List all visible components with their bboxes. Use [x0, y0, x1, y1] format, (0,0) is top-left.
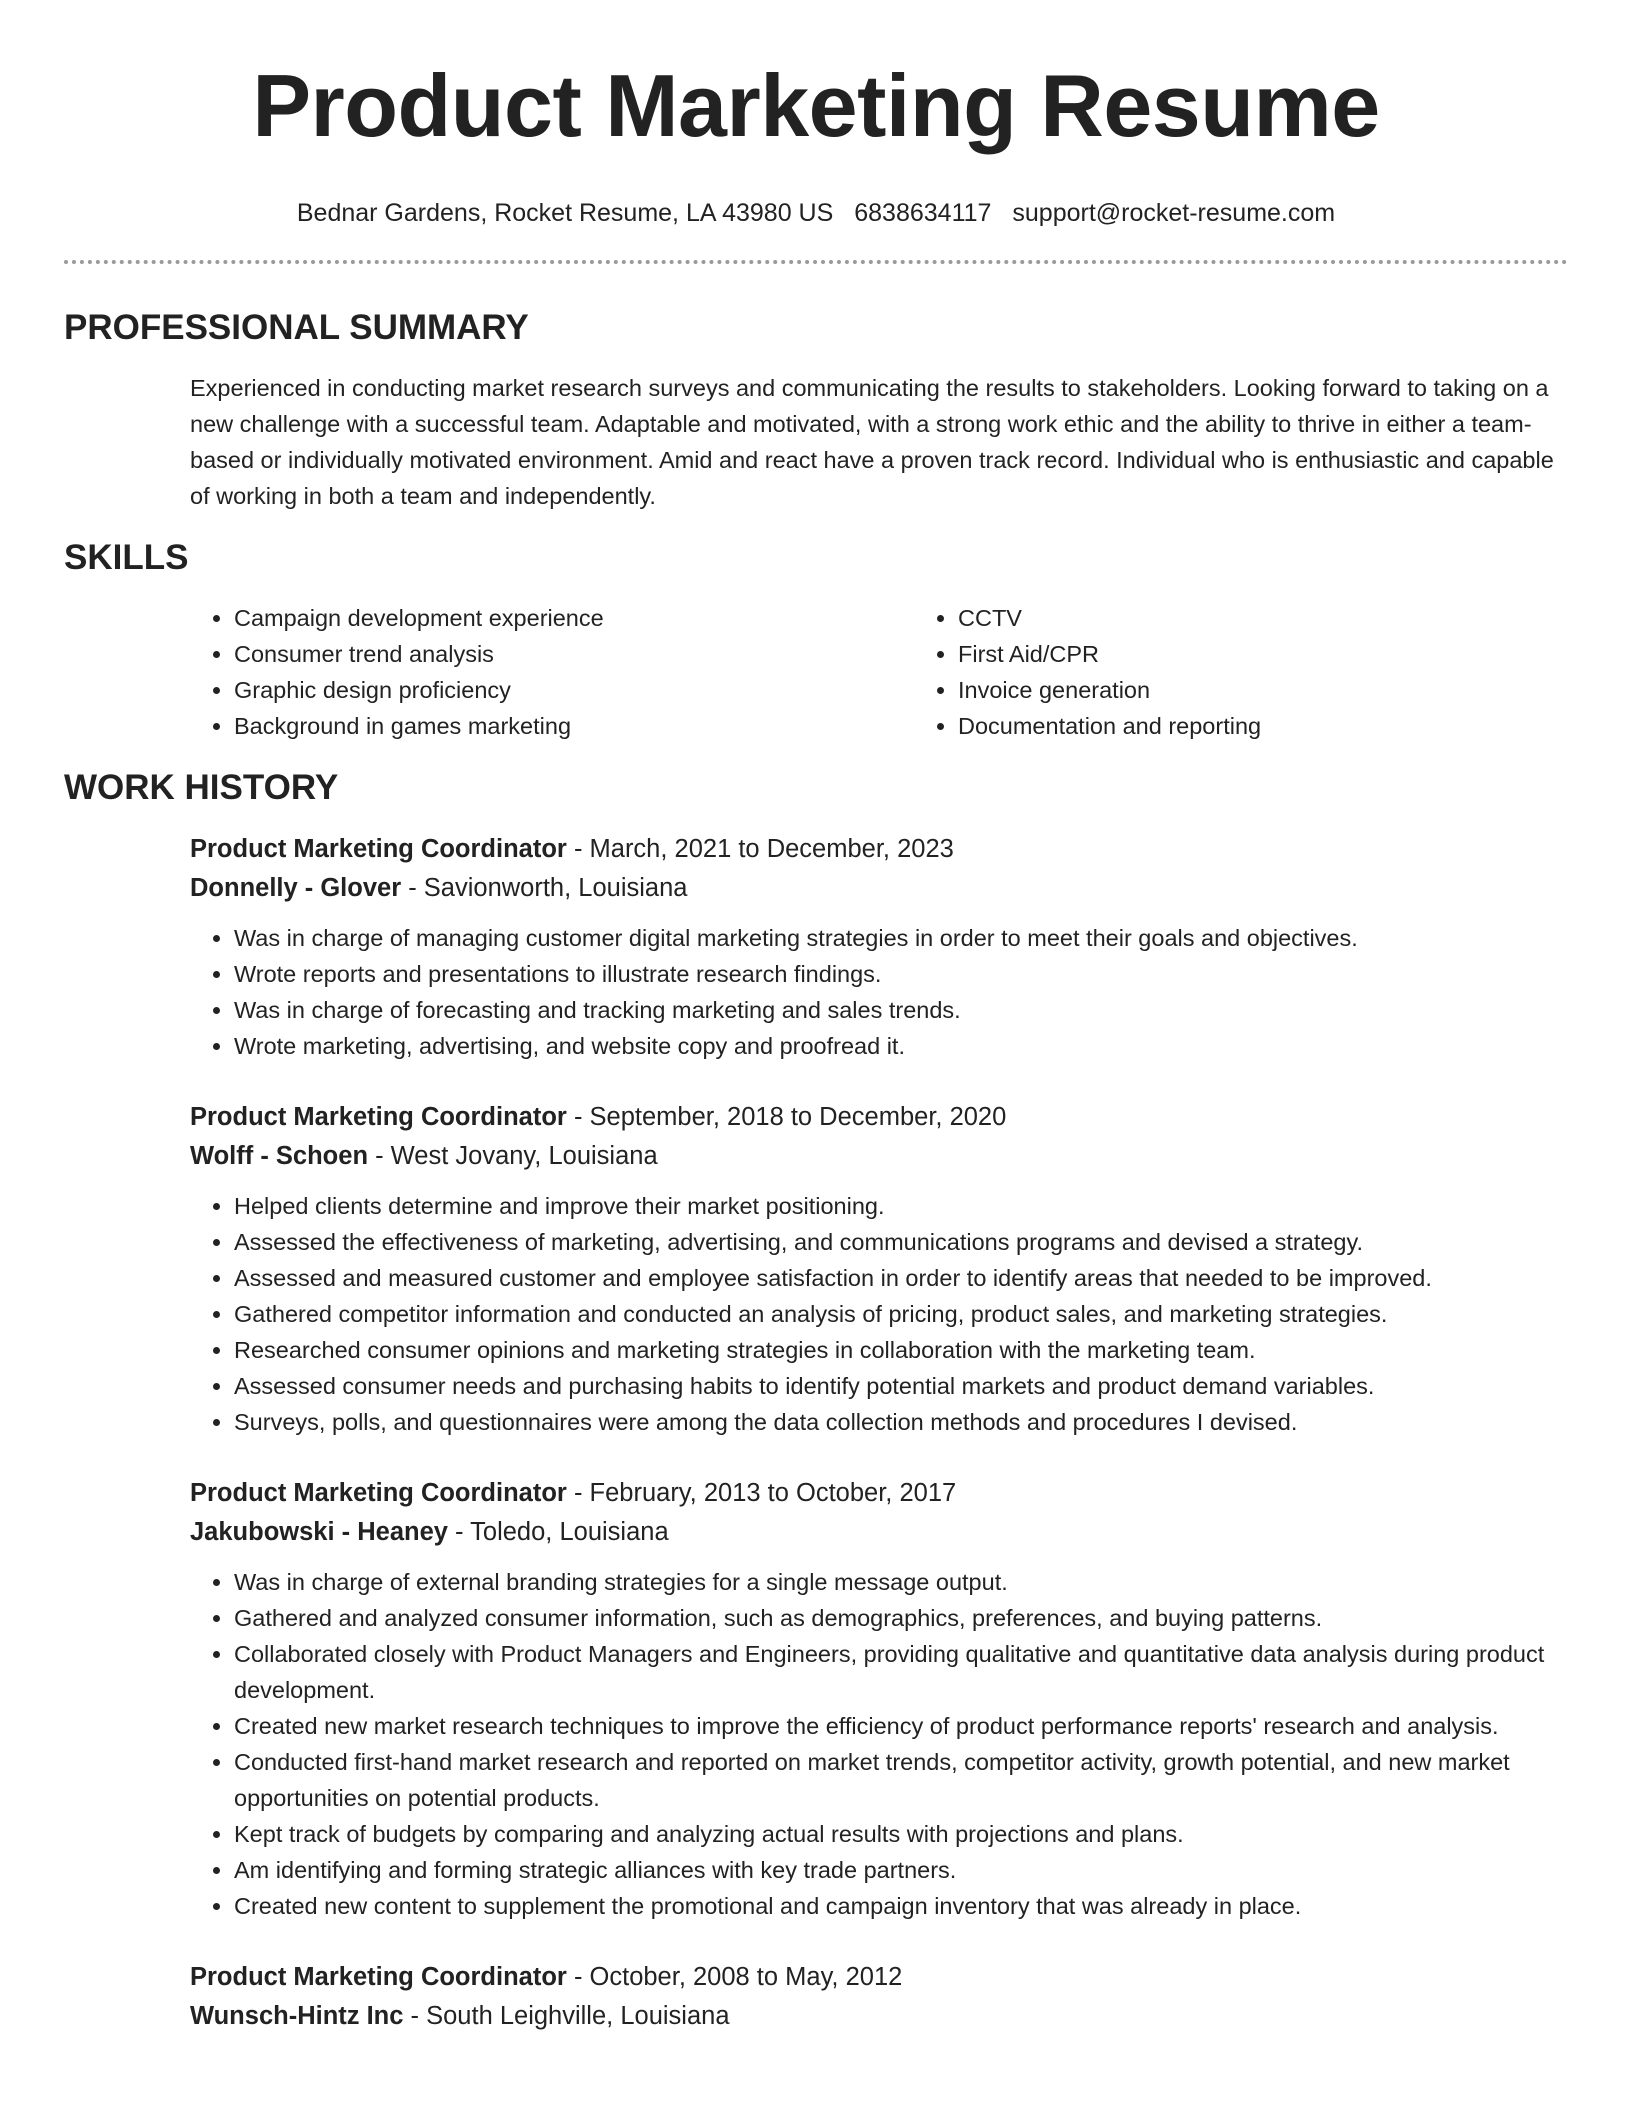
- skills-heading: SKILLS: [64, 538, 189, 577]
- job-title-line: [190, 1098, 1568, 1137]
- skill-item: • Documentation and reporting: [958, 708, 1261, 744]
- job-title-line: [190, 830, 1568, 869]
- job-bullets: [190, 920, 1568, 1064]
- job-company: Wolff - Schoen: [190, 1142, 369, 1170]
- job-bullet: • Wrote reports and presentations to illustrate research findings.: [234, 956, 1568, 992]
- job-bullet: • Was in charge of external branding strategies for a single message output.: [234, 1564, 1568, 1600]
- skills-list: [190, 600, 1568, 744]
- job-title: Product Marketing Coordinator: [190, 1963, 567, 1991]
- job-location: - Toledo, Louisiana: [447, 1518, 669, 1546]
- job-bullet: • Kept track of budgets by comparing and analyzing actual results with projections and plans.: [234, 1816, 1568, 1852]
- job-title-line: [190, 1474, 1568, 1513]
- job-company-line: [190, 1513, 1568, 1552]
- skills-column-right: [914, 600, 1261, 744]
- skill-item: • Graphic design proficiency: [234, 672, 914, 708]
- job-bullet: • Researched consumer opinions and marketing strategies in collaboration with the marketing team.: [234, 1332, 1568, 1368]
- job-entry: [190, 1958, 1568, 2036]
- header-divider: [64, 260, 1568, 264]
- job-bullet: • Wrote marketing, advertising, and website copy and proofread it.: [234, 1028, 1568, 1064]
- job-dates: - March, 2021 to December, 2023: [566, 835, 954, 863]
- job-company: Donnelly - Glover: [190, 874, 402, 902]
- job-entry: [190, 1474, 1568, 1924]
- job-entry: [190, 830, 1568, 1064]
- summary-text: Experienced in conducting market research surveys and communicating the results to stakeholders. Looking forward to taking on a new challenge with a successful team. Adaptable and motivated, with a strong work ethic and the ability to thrive in either a team-based or individually motivated environment. Amid and react have a proven track record. Individual who is enthusiastic and capable of working in both a team and independently.: [190, 375, 1554, 509]
- job-bullet: • Was in charge of forecasting and tracking marketing and sales trends.: [234, 992, 1568, 1028]
- contact-line: [0, 196, 1632, 230]
- job-entry: [190, 1098, 1568, 1440]
- contact-email: support@rocket-resume.com: [1012, 199, 1336, 227]
- skill-item: • CCTV: [958, 600, 1261, 636]
- job-bullet: • Gathered competitor information and conducted an analysis of pricing, product sales, and marketing strategies.: [234, 1296, 1568, 1332]
- job-title: Product Marketing Coordinator: [190, 835, 567, 863]
- skill-item: • First Aid/CPR: [958, 636, 1261, 672]
- job-company-line: [190, 1997, 1568, 2036]
- job-bullet: • Was in charge of managing customer digital marketing strategies in order to meet their goals and objectives.: [234, 920, 1568, 956]
- summary-heading: PROFESSIONAL SUMMARY: [64, 308, 529, 347]
- job-dates: - September, 2018 to December, 2020: [566, 1103, 1007, 1131]
- skill-item: • Campaign development experience: [234, 600, 914, 636]
- job-title-line: [190, 1958, 1568, 1997]
- job-bullet: • Conducted first-hand market research and reported on market trends, competitor activity, growth potential, and new market opportunities on potential products.: [234, 1744, 1568, 1816]
- job-company-line: [190, 1137, 1568, 1176]
- job-bullet: • Collaborated closely with Product Managers and Engineers, providing qualitative and quantitative data analysis during product development.: [234, 1636, 1568, 1708]
- job-bullet: • Am identifying and forming strategic alliances with key trade partners.: [234, 1852, 1568, 1888]
- resume-title: Product Marketing Resume: [252, 56, 1380, 155]
- job-bullets: [190, 1188, 1568, 1440]
- job-location: - West Jovany, Louisiana: [368, 1142, 658, 1170]
- job-bullet: • Assessed the effectiveness of marketing, advertising, and communications programs and devised a strategy.: [234, 1224, 1568, 1260]
- job-title: Product Marketing Coordinator: [190, 1479, 567, 1507]
- skills-column-left: [190, 600, 914, 744]
- contact-address: Bednar Gardens, Rocket Resume, LA 43980 US: [296, 199, 834, 227]
- skill-item: • Background in games marketing: [234, 708, 914, 744]
- job-company: Wunsch-Hintz Inc: [190, 2002, 404, 2030]
- job-bullet: • Created new market research techniques to improve the efficiency of product performance reports' research and analysis.: [234, 1708, 1568, 1744]
- skill-item: • Consumer trend analysis: [234, 636, 914, 672]
- job-bullet: • Surveys, polls, and questionnaires were among the data collection methods and procedures I devised.: [234, 1404, 1568, 1440]
- job-bullet: • Created new content to supplement the promotional and campaign inventory that was already in place.: [234, 1888, 1568, 1924]
- job-dates: - February, 2013 to October, 2017: [566, 1479, 957, 1507]
- job-bullet: • Helped clients determine and improve their market positioning.: [234, 1188, 1568, 1224]
- job-company-line: [190, 869, 1568, 908]
- job-company: Jakubowski - Heaney: [190, 1518, 448, 1546]
- skill-item: • Invoice generation: [958, 672, 1261, 708]
- work-heading: WORK HISTORY: [64, 768, 339, 807]
- job-bullet: • Assessed consumer needs and purchasing habits to identify potential markets and product demand variables.: [234, 1368, 1568, 1404]
- job-bullet: • Gathered and analyzed consumer information, such as demographics, preferences, and buying patterns.: [234, 1600, 1568, 1636]
- contact-phone: 6838634117: [854, 199, 992, 227]
- job-dates: - October, 2008 to May, 2012: [566, 1963, 903, 1991]
- job-location: - South Leighville, Louisiana: [403, 2002, 730, 2030]
- job-location: - Savionworth, Louisiana: [401, 874, 688, 902]
- job-title: Product Marketing Coordinator: [190, 1103, 567, 1131]
- job-bullets: [190, 1564, 1568, 1924]
- job-bullet: • Assessed and measured customer and employee satisfaction in order to identify areas that needed to be improved.: [234, 1260, 1568, 1296]
